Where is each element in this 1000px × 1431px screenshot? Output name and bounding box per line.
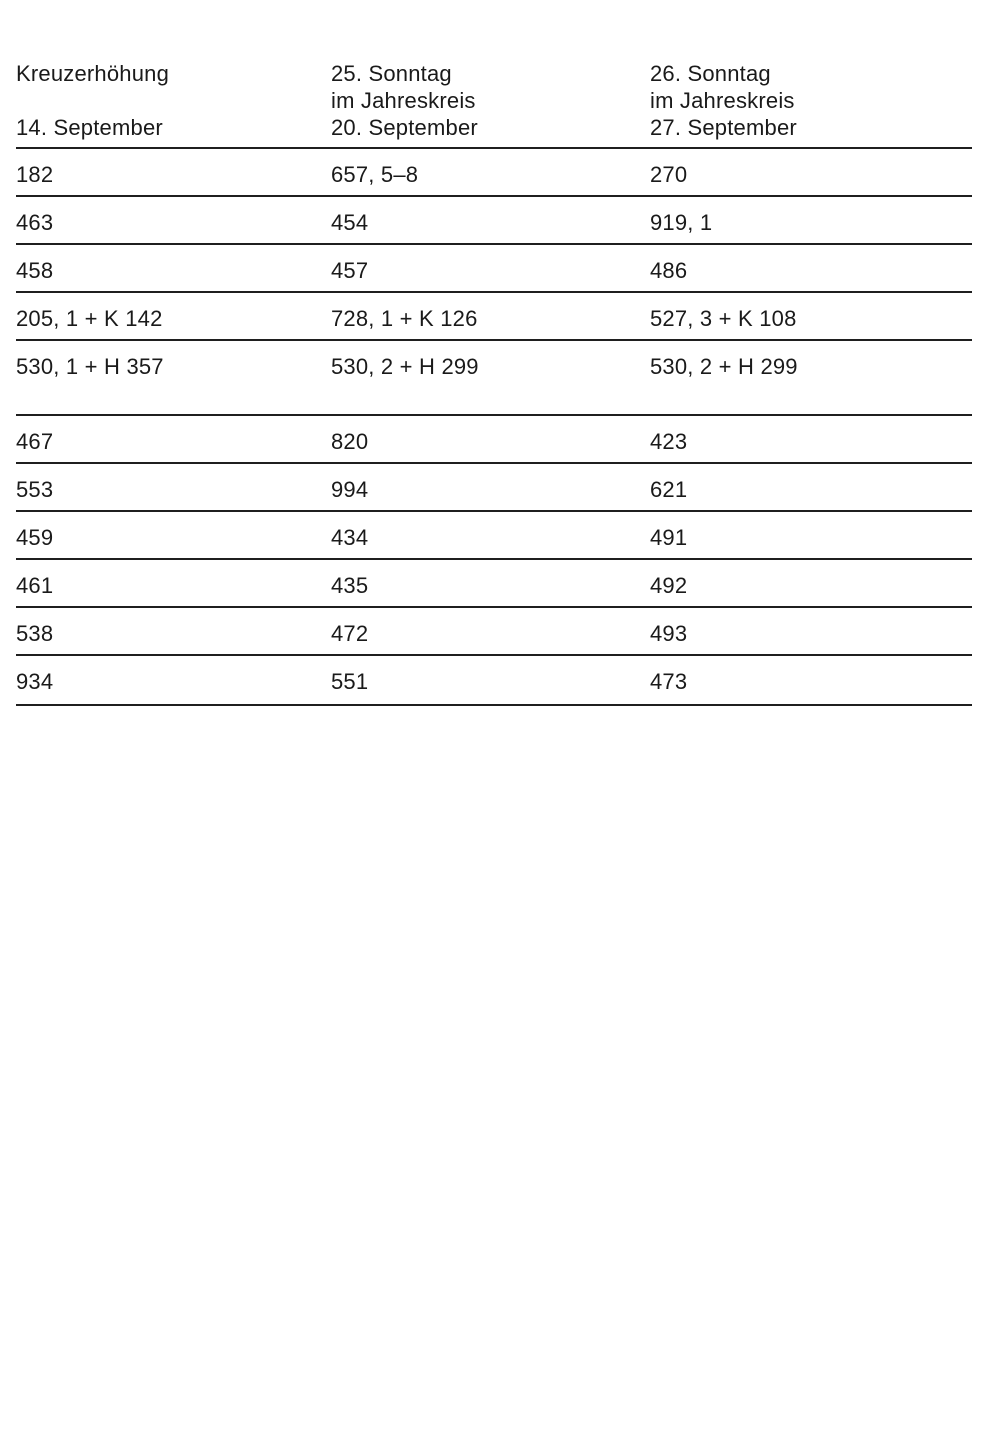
table-row [16,560,972,606]
cell-kreuzerhoehung: 467 [16,429,54,454]
cell-25-sonntag: 457 [331,258,369,283]
table-row [16,293,972,339]
table-row [16,608,972,654]
cell-25-sonntag: 551 [331,669,369,694]
cell-25-sonntag: 454 [331,210,369,235]
cell-26-sonntag: 919, 1 [650,210,713,235]
header-col1-line1: Kreuzerhöhung [16,61,170,86]
table-row [16,245,972,291]
table-row [16,149,972,195]
cell-kreuzerhoehung: 530, 1 + H 357 [16,354,164,379]
cell-26-sonntag: 527, 3 + K 108 [650,306,797,331]
cell-26-sonntag: 270 [650,162,688,187]
cell-26-sonntag: 423 [650,429,688,454]
header-col2-line3: 20. September [331,115,478,140]
cell-25-sonntag: 434 [331,525,369,550]
cell-kreuzerhoehung: 934 [16,669,54,694]
cell-26-sonntag: 493 [650,621,688,646]
cell-26-sonntag: 486 [650,258,688,283]
table-row [16,464,972,510]
cell-26-sonntag: 621 [650,477,688,502]
header-col3-line2: im Jahreskreis [650,88,795,113]
cell-25-sonntag: 820 [331,429,369,454]
cell-26-sonntag: 491 [650,525,688,550]
row-divider [16,704,972,706]
header-col1-spacer [16,87,169,114]
cell-25-sonntag: 435 [331,573,369,598]
table-row [16,656,972,702]
cell-25-sonntag: 728, 1 + K 126 [331,306,478,331]
table-row [16,197,972,243]
cell-26-sonntag: 473 [650,669,688,694]
cell-25-sonntag: 994 [331,477,369,502]
header-col2-line2: im Jahreskreis [331,88,476,113]
header-col1-line3: 14. September [16,115,163,140]
cell-26-sonntag: 492 [650,573,688,598]
header-col-26-sonntag [650,60,797,141]
table-row [16,416,972,462]
table-header [16,60,972,146]
cell-kreuzerhoehung: 205, 1 + K 142 [16,306,163,331]
cell-25-sonntag: 472 [331,621,369,646]
cell-kreuzerhoehung: 459 [16,525,54,550]
cell-kreuzerhoehung: 461 [16,573,54,598]
cell-kreuzerhoehung: 538 [16,621,54,646]
header-col-25-sonntag [331,60,478,141]
header-col-kreuzerhoehung [16,60,169,141]
cell-25-sonntag: 657, 5–8 [331,162,419,187]
table-row [16,341,972,387]
cell-kreuzerhoehung: 553 [16,477,54,502]
cell-26-sonntag: 530, 2 + H 299 [650,354,798,379]
header-col3-line3: 27. September [650,115,797,140]
table-row [16,512,972,558]
cell-kreuzerhoehung: 182 [16,162,54,187]
cell-25-sonntag: 530, 2 + H 299 [331,354,479,379]
header-col3-line1: 26. Sonntag [650,61,771,86]
cell-kreuzerhoehung: 463 [16,210,54,235]
header-col2-line1: 25. Sonntag [331,61,452,86]
cell-kreuzerhoehung: 458 [16,258,54,283]
